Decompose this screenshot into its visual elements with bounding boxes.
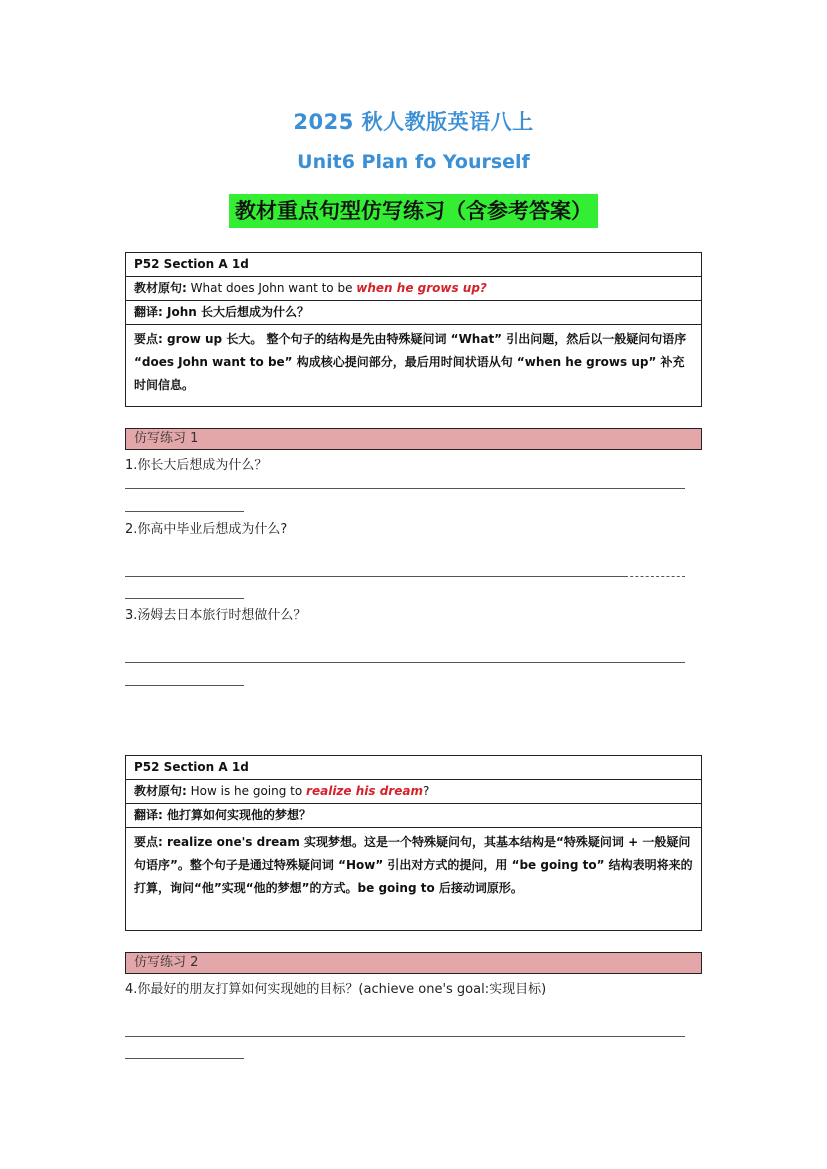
question-3: 3.汤姆去日本旅行时想做什么？ [125, 608, 307, 623]
translation-label: 翻译: [134, 305, 163, 319]
original-label: 教材原句: [134, 281, 187, 295]
practice-heading-1: 仿写练习 1 [125, 428, 702, 450]
original-text: What does John want to be [190, 281, 353, 295]
original-text: How is he going to [190, 784, 303, 798]
keypoint-text: realize one's dream 实现梦想。这是一个特殊疑问句，其基本结构是“特殊疑问词 + 一般疑问句语序”。整个句子是通过特殊疑问词 “How” 引出对方式的提问，用 “be going to” 结构表明将来的打算，询问“他”实现“他的梦想”的方式。be going to 后接动词原形。 [134, 835, 693, 895]
translation-row [126, 804, 701, 828]
translation-text: 他打算如何实现他的梦想？ [167, 808, 312, 822]
section-label: P52 Section A 1d [126, 756, 701, 780]
translation-label: 翻译: [134, 808, 163, 822]
answer-line[interactable] [125, 685, 244, 686]
answer-line[interactable] [125, 488, 685, 489]
answer-line[interactable] [125, 1036, 685, 1037]
original-sentence-row [126, 780, 701, 804]
practice-heading-2: 仿写练习 2 [125, 952, 702, 974]
answer-line[interactable] [125, 576, 625, 577]
subtitle-wrap [0, 194, 827, 228]
original-sentence-row [126, 277, 701, 301]
subtitle-highlight: 教材重点句型仿写练习（含参考答案） [229, 194, 598, 228]
answer-line[interactable] [125, 662, 685, 663]
unit-title: Unit6 Plan fo Yourself [297, 151, 530, 173]
original-label: 教材原句: [134, 784, 187, 798]
keypoint-text: grow up 长大。 整个句子的结构是先由特殊疑问词 “What” 引出问题，然后以一般疑问句语序 “does John want to be” 构成核心提问部分，最后用时间状语从句 “when he grows up” 补充时间信息。 [134, 332, 687, 392]
answer-line[interactable] [125, 598, 244, 599]
original-highlight: realize his dream [306, 784, 423, 798]
document-title: 2025 秋人教版英语八上 [293, 110, 534, 134]
answer-line[interactable] [125, 1058, 244, 1059]
question-4: 4.你最好的朋友打算如何实现她的目标？(achieve one's goal:实现目标) [125, 982, 547, 997]
translation-text: John 长大后想成为什么？ [167, 305, 309, 319]
sentence-box-2 [125, 755, 702, 931]
section-label: P52 Section A 1d [126, 253, 701, 277]
keypoint-row [126, 325, 701, 400]
answer-line-dashed[interactable] [625, 576, 685, 577]
answer-line[interactable] [125, 511, 244, 512]
keypoint-label: 要点: [134, 835, 163, 849]
keypoint-row [126, 828, 701, 903]
question-2: 2.你高中毕业后想成为什么? [125, 522, 288, 537]
translation-row [126, 301, 701, 325]
sentence-box-1 [125, 252, 702, 407]
original-highlight: when he grows up? [356, 281, 487, 295]
keypoint-label: 要点: [134, 332, 163, 346]
original-end: ? [422, 784, 430, 798]
question-1: 1.你长大后想成为什么？ [125, 458, 268, 473]
